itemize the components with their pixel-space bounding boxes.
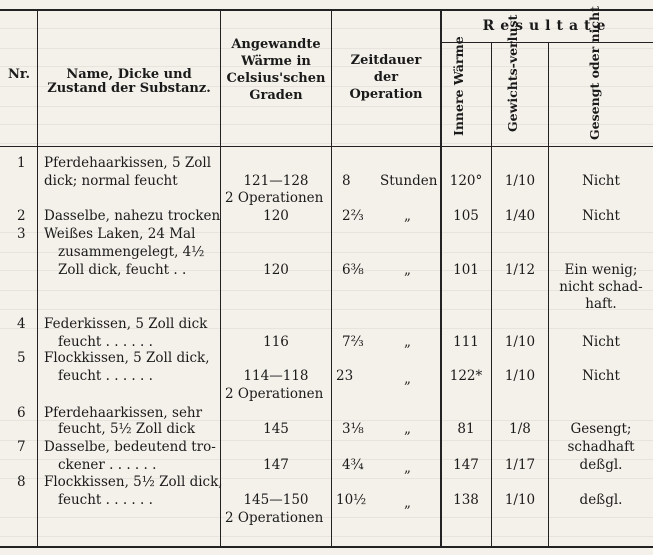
header-results: Resultate [482, 18, 612, 34]
header-singed [588, 6, 601, 140]
row-5-substance-line-2: feucht . . . . . . [58, 368, 153, 384]
row-6-loss: 1/8 [509, 421, 531, 437]
row-1-loss: 1/10 [504, 173, 536, 189]
row-4-substance-line-2: feucht . . . . . . [58, 334, 153, 350]
row-3-heat: 120 [263, 262, 289, 278]
row-3-nr: 3 [17, 226, 26, 242]
row-3-singed-line-1: Ein wenig; [564, 262, 638, 278]
row-4-substance-line-1: Federkissen, 5 Zoll dick [44, 316, 208, 332]
row-3-substance-line-1: Weißes Laken, 24 Mal [44, 226, 196, 242]
row-2-unit: „ [404, 208, 411, 224]
row-2-duration: 2⅔ [342, 208, 364, 224]
row-4-singed: Nicht [582, 334, 620, 350]
row-6-unit: „ [404, 421, 411, 437]
header-heat: Angewandte Wärme in Celsius'schen Graden [226, 37, 326, 103]
row-1-substance-line-1: Pferdehaarkissen, 5 Zoll [44, 155, 212, 171]
row-8-heat-ops: 2 Operationen [225, 510, 324, 526]
header-bottom-rule [0, 146, 653, 147]
header-substance: Name, Dicke und Zustand der Substanz. [47, 67, 211, 96]
row-8-substance-line-2: feucht . . . . . . [58, 492, 153, 508]
row-3-inner-heat: 101 [453, 262, 479, 278]
row-2-substance: Dasselbe, nahezu trocken [44, 208, 221, 224]
row-5-nr: 5 [17, 350, 26, 366]
header-duration: Zeitdauer der Operation [349, 53, 423, 102]
row-6-inner-heat: 81 [457, 421, 475, 437]
row-6-duration: 3⅛ [342, 421, 364, 437]
row-1-unit: Stunden [380, 173, 438, 189]
top-rule [0, 9, 653, 11]
row-7-heat: 147 [263, 457, 289, 473]
row-1-heat: 121—128 [243, 173, 309, 189]
row-8-unit: „ [404, 495, 411, 511]
row-3-unit: „ [404, 262, 411, 278]
row-7-duration: 4¾ [342, 457, 364, 473]
row-1-duration: 8 [342, 173, 351, 189]
row-8-substance-line-1: Flockkissen, 5½ Zoll dick, [44, 474, 223, 490]
header-weight-loss-text: Gewichts-verlust [505, 14, 520, 132]
row-3-singed-line-3: haft. [585, 296, 617, 312]
row-1-inner-heat: 120° [449, 173, 483, 189]
row-4-loss: 1/10 [504, 334, 536, 350]
row-7-nr: 7 [17, 439, 26, 455]
row-8-singed: deßgl. [579, 492, 623, 508]
row-5-loss: 1/10 [504, 368, 536, 384]
row-3-substance-line-3: Zoll dick, feucht . . [58, 262, 187, 278]
row-5-heat-ops: 2 Operationen [225, 386, 324, 402]
row-4-unit: „ [404, 334, 411, 350]
row-4-heat: 116 [263, 334, 289, 350]
row-3-singed-line-2: nicht schad- [559, 279, 643, 295]
row-6-substance-line-1: Pferdehaarkissen, sehr [44, 405, 203, 421]
row-7-substance-line-1: Dasselbe, bedeutend tro- [44, 439, 216, 455]
row-4-nr: 4 [17, 316, 26, 332]
row-2-inner-heat: 105 [453, 208, 479, 224]
header-weight-loss [506, 15, 519, 132]
row-1-heat-ops: 2 Operationen [225, 190, 324, 206]
row-3-substance-line-2: zusammengelegt, 4½ [58, 244, 205, 260]
row-3-duration: 6⅜ [342, 262, 364, 278]
row-8-heat: 145—150 [243, 492, 309, 508]
results-subrule [440, 42, 653, 43]
row-2-heat: 120 [263, 208, 289, 224]
row-6-singed-line-1: Gesengt; [570, 421, 632, 437]
row-2-singed: Nicht [582, 208, 620, 224]
col-divider-1 [37, 9, 38, 547]
row-3-loss: 1/12 [504, 262, 536, 278]
row-1-nr: 1 [17, 155, 26, 171]
row-4-inner-heat: 111 [453, 334, 479, 350]
row-6-substance-line-2: feucht, 5½ Zoll dick [58, 421, 196, 437]
row-1-substance-line-2: dick; normal feucht [44, 173, 178, 189]
row-5-unit: „ [404, 371, 411, 387]
row-1-singed: Nicht [582, 173, 620, 189]
row-7-singed: deßgl. [579, 457, 623, 473]
header-nr: Nr. [7, 67, 31, 82]
header-inner-heat: Innere Wärme [451, 36, 466, 136]
row-5-singed: Nicht [582, 368, 620, 384]
row-7-loss: 1/17 [504, 457, 536, 473]
row-8-nr: 8 [17, 474, 26, 490]
row-8-inner-heat: 138 [453, 492, 479, 508]
row-5-duration: 23 [336, 368, 354, 384]
row-2-loss: 1/40 [504, 208, 536, 224]
row-2-nr: 2 [17, 208, 26, 224]
row-6-singed-line-2: schadhaft [567, 439, 635, 455]
row-7-substance-line-2: ckener . . . . . . [58, 457, 157, 473]
row-4-duration: 7⅔ [342, 334, 364, 350]
bottom-rule [0, 546, 653, 548]
header-singed-text: Gesengt oder nicht [587, 6, 602, 140]
row-5-heat: 114—118 [243, 368, 309, 384]
row-8-duration: 10½ [336, 492, 367, 508]
row-6-heat: 145 [263, 421, 289, 437]
row-8-loss: 1/10 [504, 492, 536, 508]
row-5-inner-heat: 122* [449, 368, 483, 384]
row-5-substance-line-1: Flockkissen, 5 Zoll dick, [44, 350, 210, 366]
row-7-inner-heat: 147 [453, 457, 479, 473]
row-6-nr: 6 [17, 405, 26, 421]
col-divider-3 [331, 9, 332, 547]
col-divider-2 [220, 9, 221, 547]
row-7-unit: „ [404, 460, 411, 476]
